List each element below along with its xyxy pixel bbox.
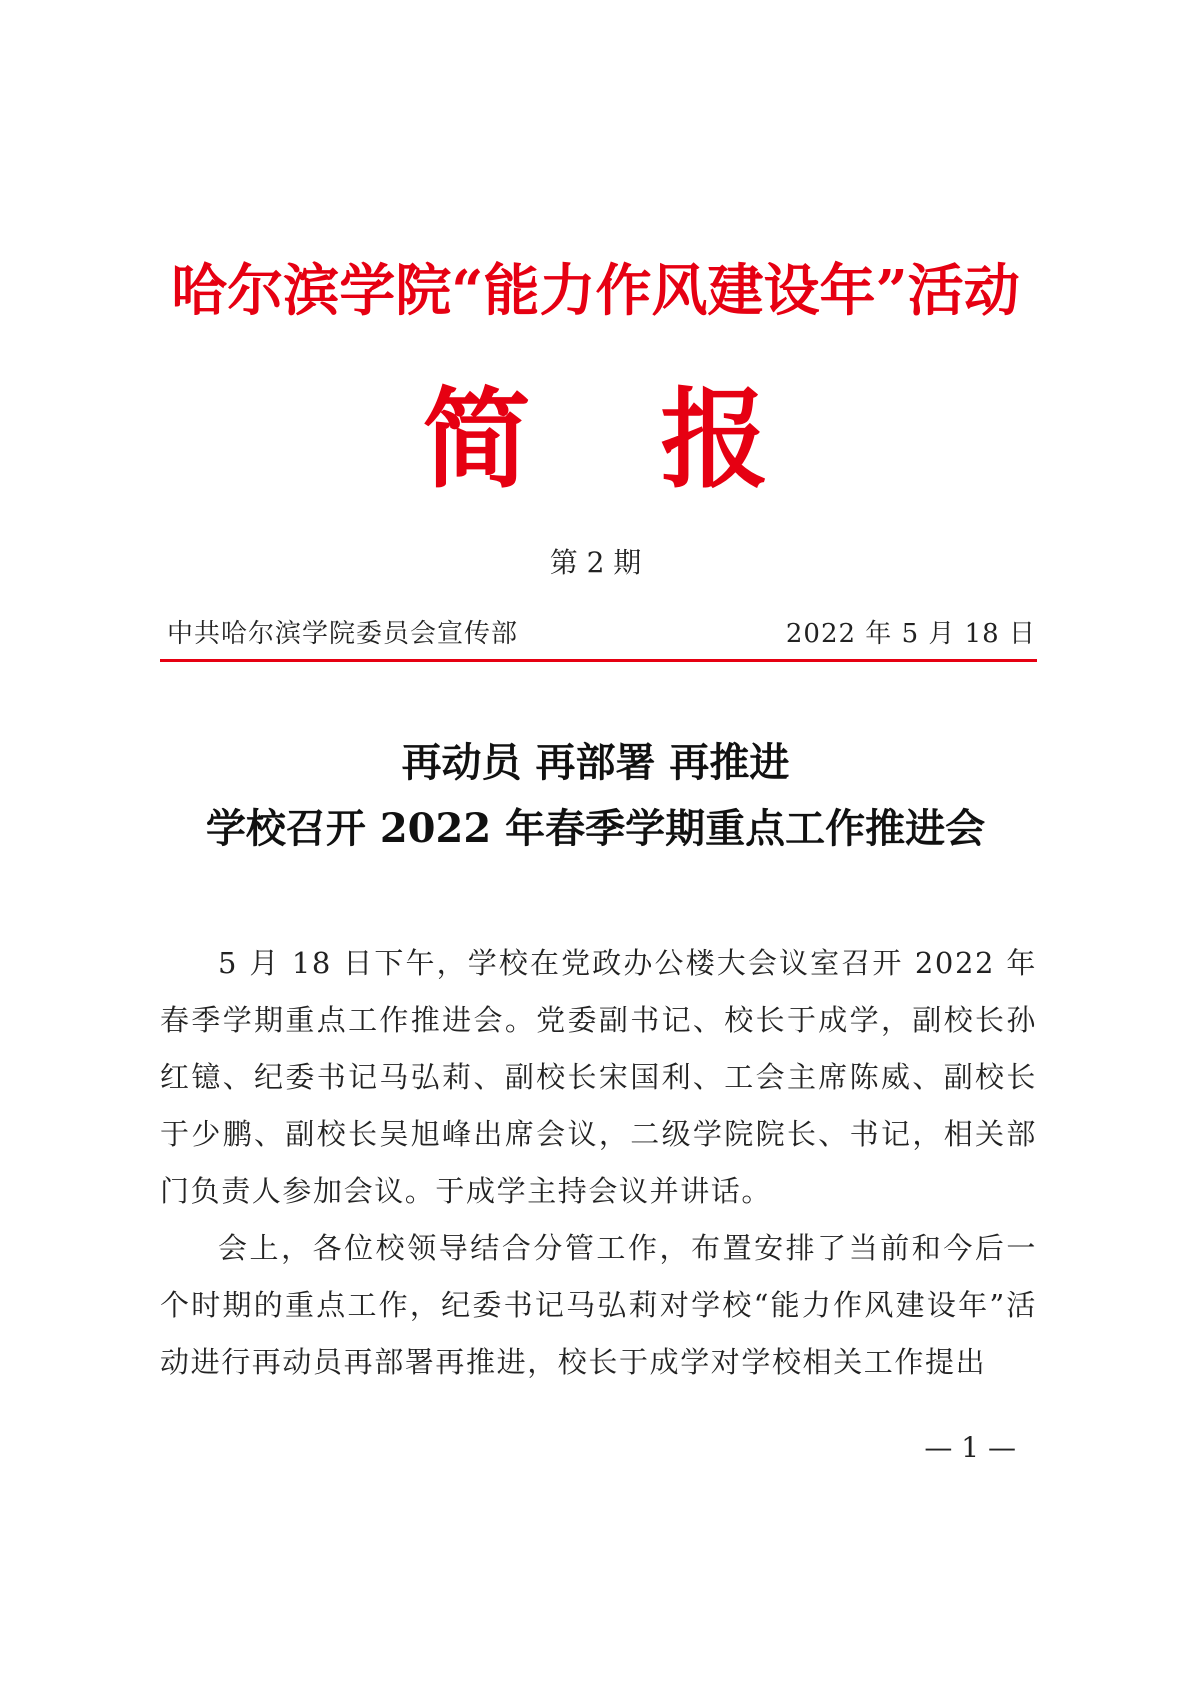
issue-number: 第 2 期	[549, 546, 642, 579]
article-title-line-2: 学校召开 2022 年春季学期重点工作推进会	[205, 805, 986, 852]
paragraph: 会上，各位校领导结合分管工作，布置安排了当前和今后一个时期的重点工作，纪委书记马弘莉对学校“能力作风建设年”活动进行再动员再部署再推进，校长于成学对学校相关工作提出	[160, 1231, 1037, 1379]
bulletin-char-2: 报	[660, 377, 769, 503]
article-title-line-1: 再动员 再部署 再推进	[401, 739, 790, 786]
publisher: 中共哈尔滨学院委员会宣传部	[167, 619, 519, 649]
page-number: — 1 —	[924, 1431, 1016, 1464]
publish-date: 2022 年 5 月 18 日	[785, 619, 1036, 649]
paragraph: 5 月 18 日下午，学校在党政办公楼大会议室召开 2022 年春季学期重点工作推进会。党委副书记、校长于成学，副校长孙红镱、纪委书记马弘莉、副校长宋国利、工会主席陈威、副校长于少鹏、副校长吴旭峰出席会议，二级学院院长、书记，相关部门负责人参加会议。于成学主持会议并讲话。	[160, 946, 1037, 1208]
article-body	[160, 935, 1037, 1391]
header-title: 哈尔滨学院“能力作风建设年”活动	[171, 258, 1020, 324]
bulletin-heading	[0, 377, 1191, 503]
bulletin-char-1: 简	[422, 377, 531, 503]
header-divider	[160, 659, 1037, 662]
